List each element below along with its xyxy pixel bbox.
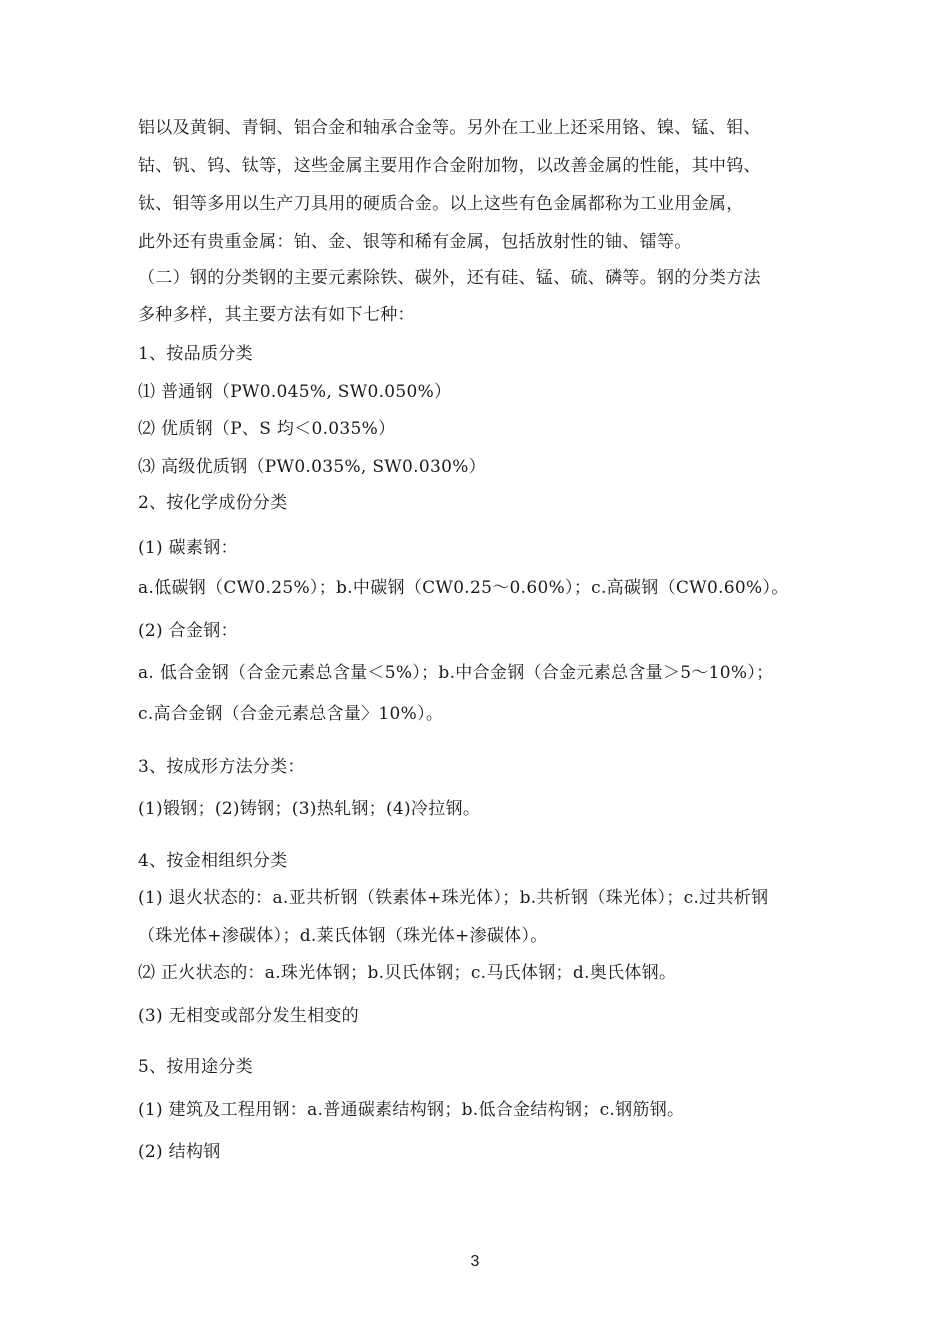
list-item: (1) 碳素钢： bbox=[138, 538, 238, 558]
text-line: (1)锻钢；(2)铸钢；(3)热轧钢；(4)冷拉钢。 bbox=[138, 799, 481, 819]
text-line: 铝以及黄铜、青铜、铝合金和轴承合金等。另外在工业上还采用铬、镍、锰、钼、 bbox=[138, 118, 761, 138]
list-item: (1) 退火状态的：a.亚共析钢（铁素体+珠光体）；b.共析钢（珠光体）；c.过共析钢 bbox=[138, 888, 769, 908]
list-item: (2) 结构钢 bbox=[138, 1142, 221, 1162]
section-heading: （二）钢的分类钢的主要元素除铁、碳外，还有硅、锰、硫、磷等。钢的分类方法 bbox=[138, 268, 761, 288]
list-item: ⑵ 正火状态的：a.珠光体钢；b.贝氏体钢；c.马氏体钢；d.奥氏体钢。 bbox=[138, 963, 677, 983]
text-line: （珠光体+渗碳体）；d.莱氏体钢（珠光体+渗碳体）。 bbox=[138, 926, 548, 946]
subsection-heading: 5、按用途分类 bbox=[138, 1057, 253, 1077]
text-line: a.低碳钢（CW0.25%）；b.中碳钢（CW0.25〜0.60%）；c.高碳钢（CW0.60%）。 bbox=[138, 578, 789, 598]
subsection-heading: 1、按品质分类 bbox=[138, 344, 253, 364]
list-item: ⑶ 高级优质钢（PW0.035%, SW0.030%） bbox=[138, 457, 486, 477]
list-item: (1) 建筑及工程用钢：a.普通碳素结构钢；b.低合金结构钢；c.钢筋钢。 bbox=[138, 1100, 685, 1120]
text-line: 多种多样，其主要方法有如下七种： bbox=[138, 305, 415, 325]
text-line: c.高合金钢（合金元素总含量〉10%）。 bbox=[138, 704, 444, 724]
subsection-heading: 4、按金相组织分类 bbox=[138, 851, 288, 871]
subsection-heading: 3、按成形方法分类： bbox=[138, 757, 305, 777]
list-item: (3) 无相变或部分发生相变的 bbox=[138, 1006, 359, 1026]
text-line: 此外还有贵重金属：铂、金、银等和稀有金属，包括放射性的铀、镭等。 bbox=[138, 232, 692, 252]
page-number: 3 bbox=[470, 1253, 480, 1270]
text-line: 钛、钼等多用以生产刀具用的硬质合金。以上这些有色金属都称为工业用金属， bbox=[138, 194, 744, 214]
subsection-heading: 2、按化学成份分类 bbox=[138, 493, 288, 513]
list-item: ⑵ 优质钢（P、S 均＜0.035%） bbox=[138, 419, 396, 439]
list-item: ⑴ 普通钢（PW0.045%, SW0.050%） bbox=[138, 382, 452, 402]
text-line: 钴、钒、钨、钛等，这些金属主要用作合金附加物，以改善金属的性能，其中钨、 bbox=[138, 156, 761, 176]
list-item: (2) 合金钢： bbox=[138, 621, 238, 641]
text-line: a. 低合金钢（合金元素总含量＜5%）；b.中合金钢（合金元素总含量＞5〜10%）； bbox=[138, 663, 774, 683]
